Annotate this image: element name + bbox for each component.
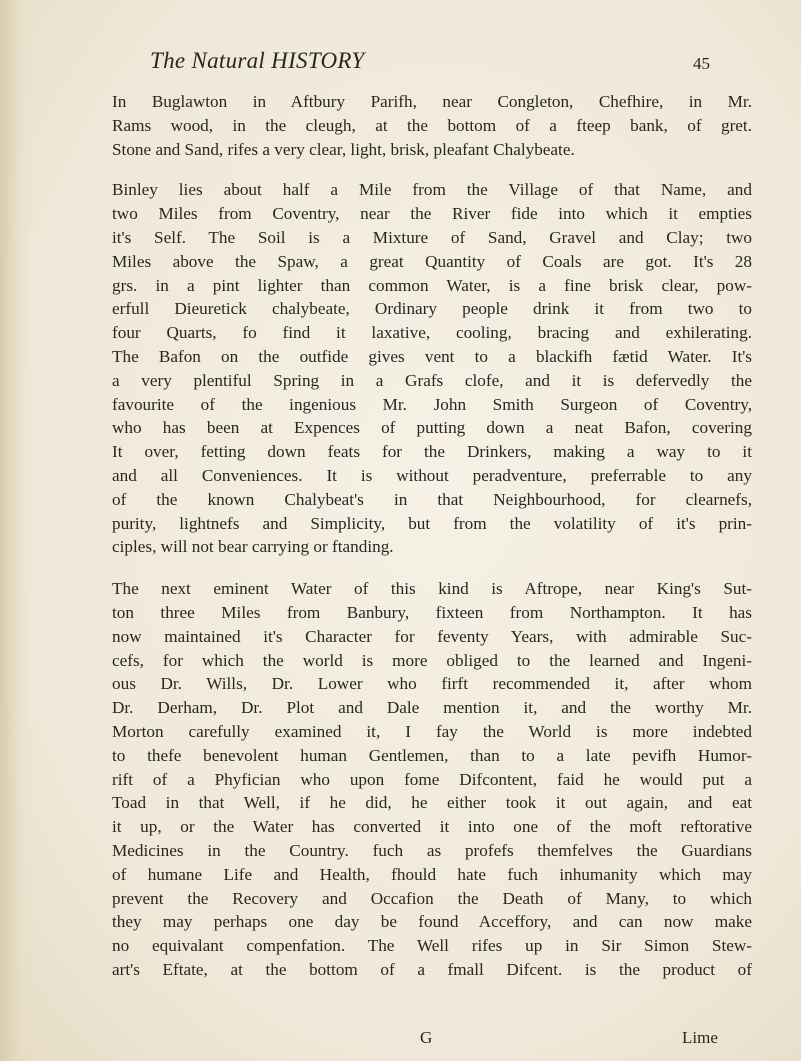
text-line: art's Eftate, at the bottom of a fmall Difcent. is the product of — [112, 959, 752, 979]
text-line: Binley lies about half a Mile from the Village of that Name, and — [112, 180, 752, 200]
text-line: In Buglawton in Aftbury Parifh, near Congleton, Chefhire, in Mr. — [112, 92, 752, 111]
text-line: two Miles from Coventry, near the River fide into which it empties — [112, 204, 752, 224]
text-line: and all Conveniences. It is without peradventure, preferrable to any — [112, 465, 752, 485]
running-head — [150, 48, 710, 78]
text-line: The Bafon on the outfide gives vent to a blackifh fætid Water. It's — [112, 346, 752, 366]
body-text — [112, 90, 752, 982]
text-line: purity, lightnefs and Simplicity, but from the volatility of it's prin- — [112, 513, 752, 533]
text-line: favourite of the ingenious Mr. John Smith Surgeon of Coventry, — [112, 394, 752, 414]
text-line: The next eminent Water of this kind is Aftrope, near King's Sut- — [112, 579, 752, 599]
text-line: rift of a Phyfician who upon fome Difcontent, faid he would put a — [112, 769, 752, 789]
paragraph-gap — [112, 559, 752, 577]
text-line: four Quarts, fo find it laxative, cooling, bracing and exhilerating. — [112, 323, 752, 343]
text-line: cefs, for which the world is more obliged to the learned and Ingeni- — [112, 650, 752, 670]
text-line: who has been at Expences of putting down a neat Bafon, covering — [112, 418, 752, 438]
text-line: ton three Miles from Banbury, fixteen from Northampton. It has — [112, 602, 752, 622]
text-line: Miles above the Spaw, a great Quantity of Coals are got. It's 28 — [112, 251, 752, 271]
text-line: Medicines in the Country. fuch as profefs themfelves the Guardians — [112, 840, 752, 860]
text-line: it up, or the Water has converted it into one of the moft reftorative — [112, 817, 752, 837]
text-line: ciples, will not bear carrying or ftanding. — [112, 537, 394, 557]
text-line: It over, fetting down feats for the Drinkers, making a way to it — [112, 442, 752, 462]
text-line: Rams wood, in the cleugh, at the bottom of a fteep bank, of gret. — [112, 115, 752, 135]
text-line: Toad in that Well, if he did, he either took it out again, and eat — [112, 793, 752, 813]
text-line: no equivalant compenfation. The Well rifes up in Sir Simon Stew- — [112, 936, 752, 956]
text-line: grs. in a pint lighter than common Water, is a fine brisk clear, pow- — [112, 275, 752, 295]
text-line: prevent the Recovery and Occafion the Death of Many, to which — [112, 888, 752, 908]
signature-mark: G — [420, 1028, 433, 1047]
paragraph — [112, 178, 752, 559]
text-line: they may perhaps one day be found Acceffory, and can now make — [112, 912, 752, 932]
text-line: erfull Dieuretick chalybeate, Ordinary people drink it from two to — [112, 299, 752, 319]
page-edge-stain — [0, 0, 34, 1061]
text-line: to thefe benevolent human Gentlemen, than to a late pevifh Humor- — [112, 745, 752, 765]
text-line: of humane Life and Health, fhould hate fuch inhumanity which may — [112, 864, 752, 884]
running-title: The Natural HISTORY — [150, 48, 365, 73]
text-line: a very plentiful Spring in a Grafs clofe, and it is defervedly the — [112, 370, 752, 390]
paragraph-gap — [112, 161, 752, 178]
text-line: it's Self. The Soil is a Mixture of Sand, Gravel and Clay; two — [112, 227, 752, 247]
text-line: now maintained it's Character for feventy Years, with admirable Suc- — [112, 626, 752, 646]
text-line: Stone and Sand, rifes a very clear, light, brisk, pleafant Chalybeate. — [112, 139, 575, 159]
text-line: Morton carefully examined it, I fay the World is more indebted — [112, 721, 752, 741]
text-line: ous Dr. Wills, Dr. Lower who firft recommended it, after whom — [112, 674, 752, 694]
page-number: 45 — [693, 54, 710, 73]
paragraph — [112, 90, 752, 161]
paragraph — [112, 577, 752, 982]
text-line: of the known Chalybeat's in that Neighbourhood, for clearnefs, — [112, 489, 752, 509]
catchword: Lime — [682, 1028, 718, 1047]
text-line: Dr. Derham, Dr. Plot and Dale mention it, and the worthy Mr. — [112, 698, 752, 718]
